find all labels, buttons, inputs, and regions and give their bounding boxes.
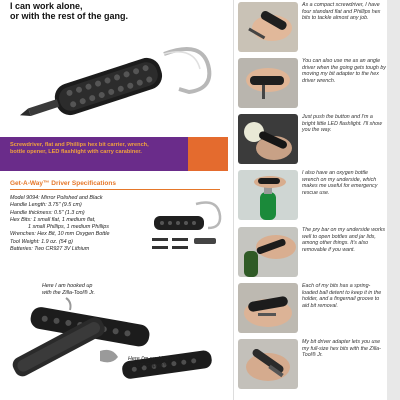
feature-text: My bit driver adapter lets you use my full-size hex bits with the Zilla-Tool® Jr. xyxy=(302,339,381,359)
feature-thumb xyxy=(238,2,298,52)
feature-text: You can also use me as an angle driver when the going gets tough by moving my bit adapter to the hex driver wrench. xyxy=(302,58,386,84)
spec-title-rule xyxy=(10,189,220,190)
combo-tools-image xyxy=(10,296,220,398)
feature-angle-driver xyxy=(238,58,388,110)
feature-bits xyxy=(238,283,388,335)
combo-caption-1-line-1: Here I am hooked up xyxy=(42,283,93,289)
banner-text xyxy=(10,142,200,156)
headline-line-1: I can work alone, xyxy=(10,1,83,11)
feature-thumb xyxy=(238,58,298,108)
spec-item: Tool Weight: 1.9 oz. (54 g) xyxy=(10,238,73,245)
feature-thumb xyxy=(238,170,298,220)
headline xyxy=(10,1,128,21)
feature-text: Each of my bits has a spring-loaded ball detent to keep it in the holder, and a fingernail groove to aid bit removal. xyxy=(302,283,382,309)
combo-caption-guppie xyxy=(128,356,228,370)
feature-pry-bar xyxy=(238,227,388,279)
feature-text: The pry bar on my underside works well to open bottles and jar lids, among other things. It's also removable if you want. xyxy=(302,227,386,253)
headline-line-2: or with the rest of the gang. xyxy=(10,11,129,21)
feature-text: Just push the button and I'm a bright little LED flashlight. I'll show you the way. xyxy=(302,114,382,134)
combo-caption-1-line-2: with the Zilla-Tool® Jr. xyxy=(42,289,96,296)
right-edge-bar xyxy=(387,0,400,400)
feature-banner xyxy=(0,137,228,171)
combo-caption-zilla xyxy=(42,283,152,297)
feature-text: I also have an oxygen bottle wrench on my underside, which makes me useful for emergency rescue use. xyxy=(302,170,378,196)
spec-item: Handle Length: 3.75" (9.5 cm) xyxy=(10,202,82,209)
feature-screwdriver xyxy=(238,2,388,54)
spec-list xyxy=(10,195,140,253)
feature-thumb xyxy=(238,283,298,333)
feature-thumb xyxy=(238,114,298,164)
spec-item: 1 small Phillips, 1 medium Phillips xyxy=(28,224,109,231)
feature-oxygen-wrench xyxy=(238,170,388,222)
feature-thumb xyxy=(238,227,298,277)
exploded-tool-image xyxy=(148,198,224,258)
spec-item: Hex Bits: 1 small flat, 1 medium flat, xyxy=(10,216,96,223)
combo-caption-2-line-2: the UT Guppie™. xyxy=(128,362,170,369)
product-image xyxy=(14,34,214,134)
banner-line-2: bottle opener, LED flashlight with carry carabiner. xyxy=(10,149,142,155)
spec-title: Get-A-Way™ Driver Specifications xyxy=(10,180,116,187)
spec-item: Model 9094: Mirror Polished and Black xyxy=(10,195,103,201)
spec-item: Batteries: Two CR927 3V Lithium xyxy=(10,246,90,253)
feature-thumb xyxy=(238,339,298,389)
combo-caption-2-line-1: Here I'm working with xyxy=(128,356,180,362)
column-divider xyxy=(233,0,234,400)
spec-item: Wrenches: Hex Bit, 10 mm Oxygen Bottle xyxy=(10,231,110,238)
feature-text: As a compact screwdriver, I have four standard flat and Phillips hex bits to tackle almost any job. xyxy=(302,2,381,22)
feature-bit-adapter xyxy=(238,339,388,391)
banner-line-1: Screwdriver, flat and Phillips hex bit carrier, wrench, xyxy=(10,142,149,148)
spec-item: Handle thickness: 0.5" (1.3 cm) xyxy=(10,209,85,216)
feature-flashlight xyxy=(238,114,388,166)
